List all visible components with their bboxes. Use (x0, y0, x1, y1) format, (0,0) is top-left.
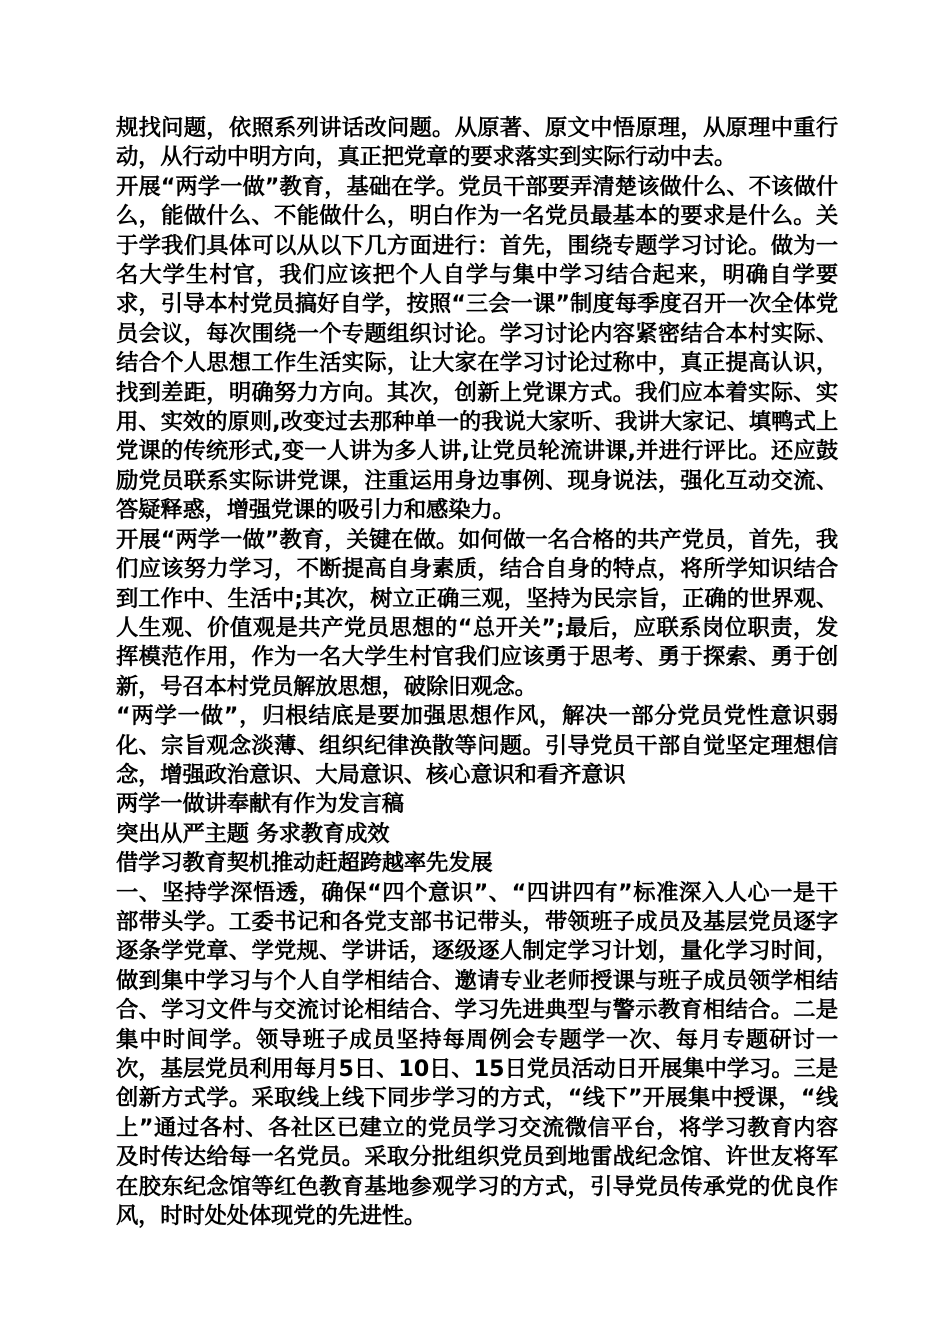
document-body (116, 114, 838, 1231)
section-subtitle-2: 借学习教育契机推动赶超跨越率先发展 (116, 850, 493, 877)
paragraph-continuation: 规找问题，依照系列讲话改问题。从原著、原文中悟原理，从原理中重行动，从行动中明方向，真正把党章的要求落实到实际行动中去。 (116, 115, 838, 171)
paragraph-conclusion: “两学一做”，归根结底是要加强思想作风，解决一部分党员党性意识弱化、宗旨观念淡薄、组织纪律涣散等问题。引导党员干部自觉坚定理想信念，增强政治意识、大局意识、核心意识和看齐意识 (116, 703, 838, 788)
section-subtitle: 突出从严主题 务求教育成效 (116, 820, 390, 847)
paragraph-study-foundation: 开展“两学一做”教育，基础在学。党员干部要弄清楚该做什么、不该做什么，能做什么、不能做什么，明白作为一名党员最基本的要求是什么。关于学我们具体可以从以下几方面进行：首先，围绕专题学习讨论。做为一名大学生村官，我们应该把个人自学与集中学习结合起来，明确自学要求，引导本村党员搞好自学，按照“三会一课”制度每季度召开一次全体党员会议，每次围绕一个专题组织讨论。学习讨论内容紧密结合本村实际、结合个人思想工作生活实际，让大家在学习讨论过称中，真正提高认识，找到差距，明确努力方向。其次，创新上党课方式。我们应本着实际、实用、实效的原则,改变过去那种单一的我说大家听、我讲大家记、填鸭式上党课的传统形式,变一人讲为多人讲,让党员轮流讲课,并进行评比。还应鼓励党员联系实际讲党课，注重运用身边事例、现身说法，强化互动交流、答疑释惑，增强党课的吸引力和感染力。 (116, 173, 838, 524)
paragraph-key-in-doing: 开展“两学一做”教育，关键在做。如何做一名合格的共产党员，首先，我们应该努力学习，不断提高自身素质，结合自身的特点，将所学知识结合到工作中、生活中;其次，树立正确三观，坚持为民宗旨，正确的世界观、人生观、价值观是共产党员思想的“总开关”;最后，应联系岗位职责，发挥模范作用，作为一名大学生村官我们应该勇于思考、勇于探索、勇于创新，号召本村党员解放思想，破除旧观念。 (116, 526, 838, 700)
paragraph-study-thoroughly: 一、坚持学深悟透，确保“四个意识”、“四讲四有”标准深入人心一是干部带头学。工委书记和各党支部书记带头，带领班子成员及基层党员逐字逐条学党章、学党规、学讲话，逐级逐人制定学习计划，量化学习时间，做到集中学习与个人自学相结合、邀请专业老师授课与班子成员领学相结合、学习文件与交流讨论相结合、学习先进典型与警示教育相结合。二是集中时间学。领导班子成员坚持每周例会专题学一次、每月专题研讨一次，基层党员利用每月5日、10日、15日党员活动日开展集中学习。三是创新方式学。采取线上线下同步学习的方式，“线下”开展集中授课，“线上”通过各村、各社区已建立的党员学习交流微信平台，将学习教育内容及时传达给每一名党员。采取分批组织党员到地雷战纪念馆、许世友将军在胶东纪念馆等红色教育基地参观学习的方式，引导党员传承党的优良作风，时时处处体现党的先进性。 (116, 879, 838, 1230)
speech-title: 两学一做讲奉献有作为发言稿 (116, 791, 404, 818)
